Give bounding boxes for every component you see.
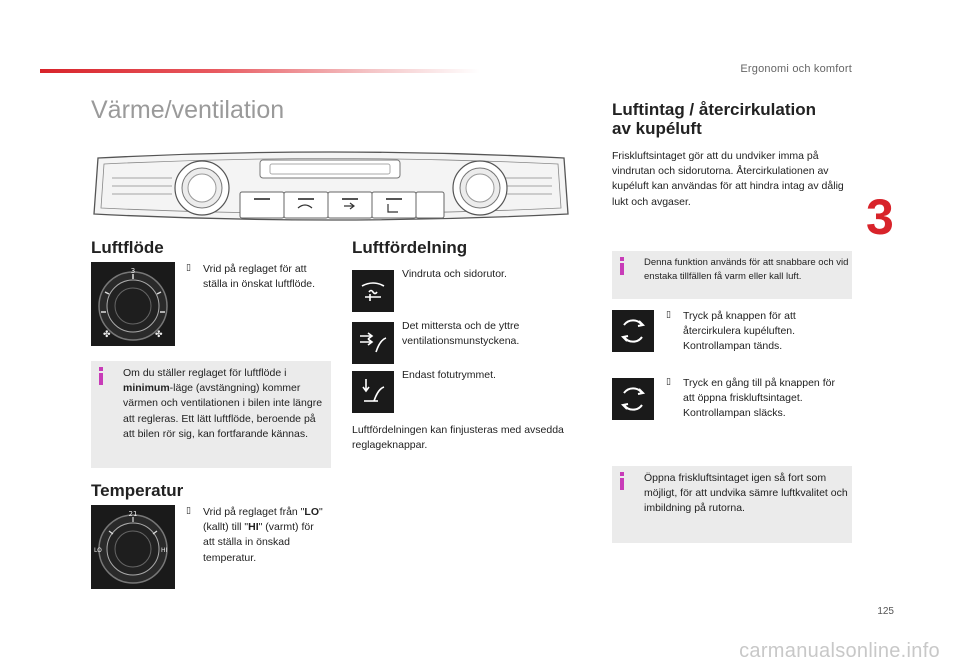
temperatur-bullet: ▯ Vrid på reglaget från "LO" (kallt) till "HI" (varmt) för att ställa in önskad temperatur. bbox=[186, 506, 323, 564]
fan-icon: ✤ bbox=[103, 330, 111, 340]
temperatur-heading: Temperatur bbox=[91, 481, 184, 500]
chapter-number: 3 bbox=[866, 189, 894, 245]
luftfordelning-footer: Luftfördelningen kan finjusteras med avsedda reglageknappar. bbox=[352, 424, 564, 452]
luftintag-info-box-2 bbox=[612, 466, 852, 543]
bullet-marker: ▯ bbox=[666, 310, 671, 320]
temp-dial-lo-label: LO bbox=[94, 547, 102, 554]
luftfordelning-heading: Luftfördelning bbox=[352, 238, 468, 257]
face-vents-mode-icon bbox=[352, 322, 394, 364]
recirculation-bullet-off-text: Tryck en gång till på knappen för att öppna friskluftsintaget. Kontrollampan släcks. bbox=[683, 377, 835, 420]
climate-panel-illustration bbox=[92, 148, 570, 224]
luftflode-info-text: Om du ställer reglaget för luftflöde i minimum-läge (avstängning) kommer värmen och ventilationen i bilen inte längre att regleras. Ett lätt luftflöde, beroende på att bilen rör sig, kan fortfarande kännas. bbox=[123, 367, 323, 440]
bullet-marker: ▯ bbox=[666, 377, 671, 387]
bullet-marker: ▯ bbox=[186, 506, 191, 516]
luftflode-heading: Luftflöde bbox=[91, 238, 164, 257]
recirculation-bullet-on bbox=[666, 309, 846, 355]
distribution-item-footwell: Endast fotutrymmet. bbox=[402, 369, 496, 381]
distribution-item-face-vents: Det mittersta och de yttre ventilationsmunstyckena. bbox=[402, 320, 520, 348]
luftintag-heading: Luftintag / återcirkulation av kupéluft bbox=[612, 100, 817, 138]
temp-dial-hi-label: HI bbox=[161, 547, 168, 554]
luftintag-intro: Friskluftsintaget gör att du undviker imma på vindrutan och sidorutorna. Återcirkulationen av kupéluft kan användas för att hindra intag av dålig lukt och avgaser. bbox=[612, 150, 844, 208]
info-icon bbox=[617, 472, 627, 490]
luftintag-info-text-1: Denna funktion används för att snabbare och vid enstaka tillfällen få varm eller kall luft. bbox=[644, 257, 849, 282]
info-icon bbox=[617, 257, 627, 275]
fan-dial-max-label: 3 bbox=[130, 267, 136, 275]
info-icon bbox=[96, 367, 106, 385]
fan-icon-small: ✤ bbox=[155, 330, 163, 340]
recirculation-bullet-on-text: Tryck på knappen för att återcirkulera kupéluften. Kontrollampan tänds. bbox=[683, 310, 796, 353]
windscreen-mode-icon bbox=[352, 270, 394, 312]
page-number: 125 bbox=[877, 606, 894, 617]
luftflode-bullet bbox=[186, 262, 326, 292]
luftintag-info-text-2: Öppna friskluftsintaget igen så fort som möjligt, för att undvika sämre luftkvalitet och imbildning på rutorna. bbox=[644, 472, 848, 515]
section-label: Ergonomi och komfort bbox=[740, 63, 852, 75]
recirculation-bullet-off bbox=[666, 376, 846, 422]
bullet-marker: ▯ bbox=[186, 263, 191, 273]
watermark: carmanualsonline.info bbox=[739, 640, 940, 662]
page-title: Värme/ventilation bbox=[91, 96, 285, 124]
luftflode-bullet-text: Vrid på reglaget för att ställa in önskat luftflöde. bbox=[203, 263, 316, 291]
footwell-mode-icon bbox=[352, 371, 394, 413]
luftflode-info-box bbox=[91, 361, 331, 468]
fan-dial-image bbox=[91, 262, 175, 346]
temp-dial-center-label: 21 bbox=[128, 510, 138, 518]
recirculation-button-icon bbox=[612, 310, 654, 352]
header-accent-bar bbox=[40, 69, 480, 73]
luftintag-info-box-1 bbox=[612, 251, 852, 299]
distribution-item-windscreen: Vindruta och sidorutor. bbox=[402, 268, 507, 280]
fresh-air-button-icon bbox=[612, 378, 654, 420]
temperature-dial-image bbox=[91, 505, 175, 589]
